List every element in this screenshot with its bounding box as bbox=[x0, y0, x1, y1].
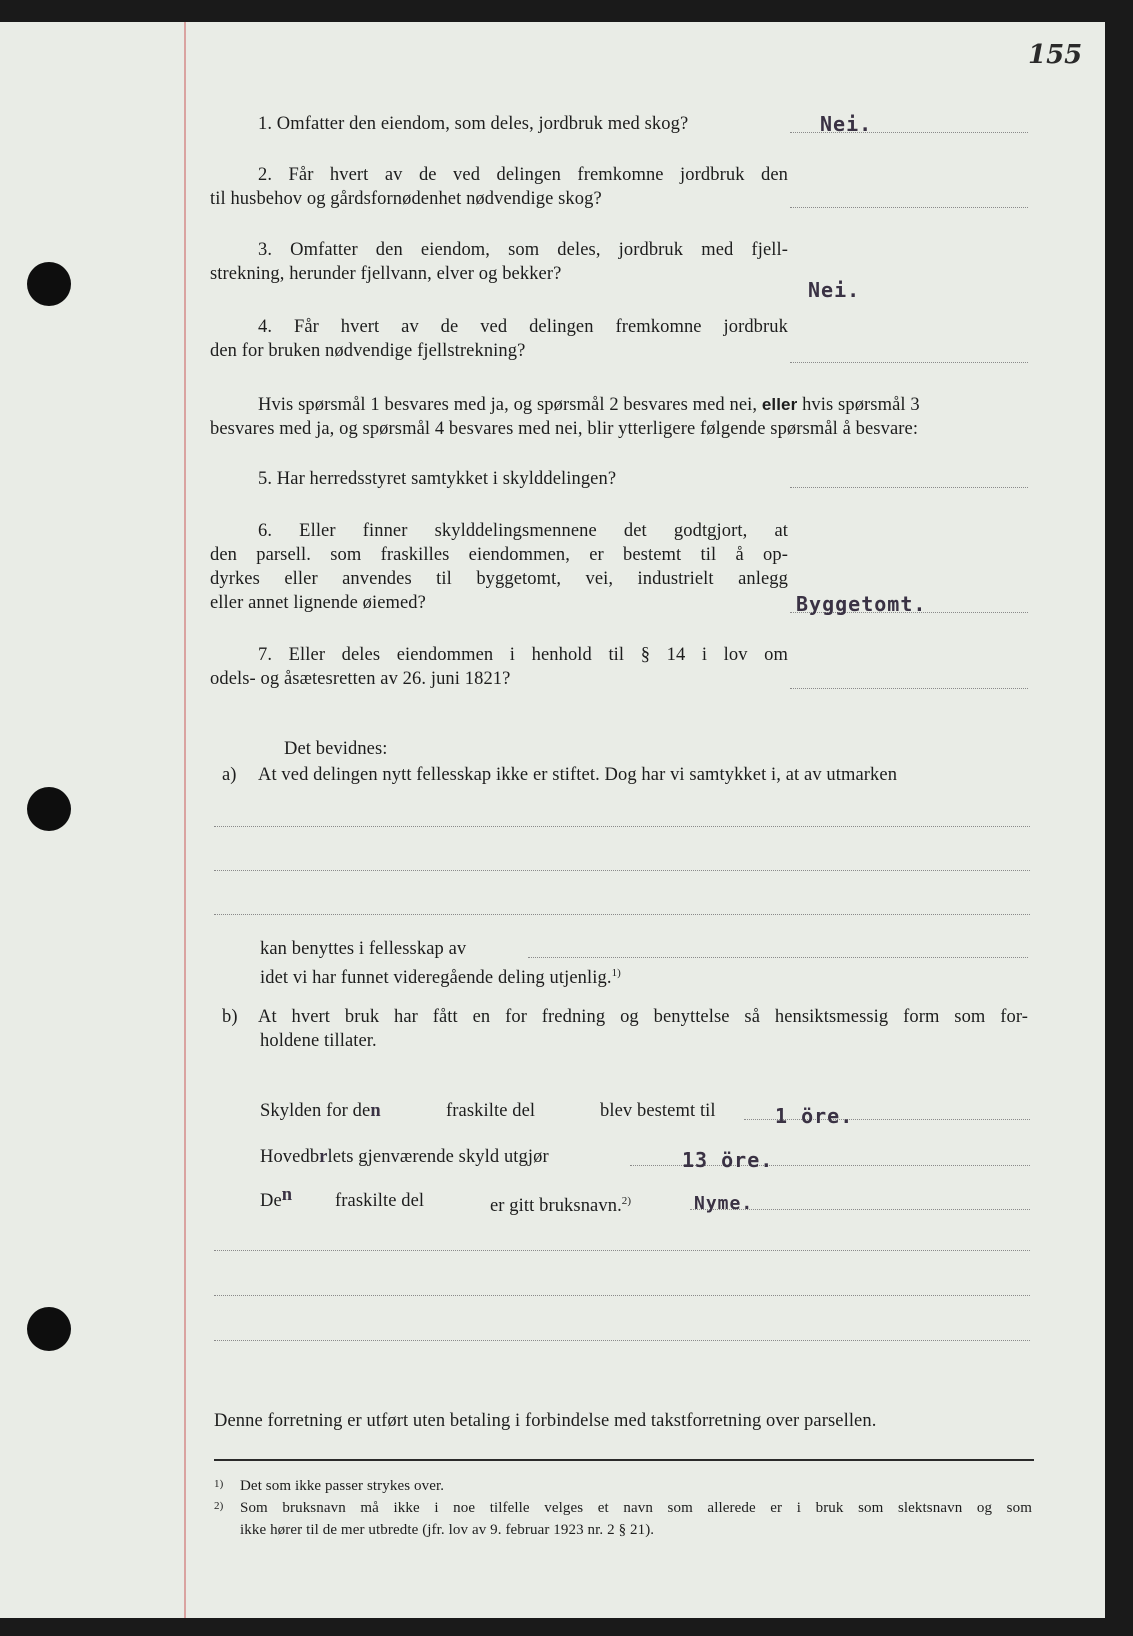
answer-line bbox=[790, 207, 1028, 208]
hoved-text-b: lets gjenværende skyld utgjør bbox=[327, 1147, 549, 1167]
fn-mark: 2) bbox=[214, 1500, 224, 1512]
question-1: 1. Omfatter den eiendom, som deles, jordbruk med skog? bbox=[258, 114, 689, 134]
fill-line bbox=[214, 1295, 1030, 1296]
hovedbolet-label bbox=[260, 1146, 549, 1168]
punch-hole-icon bbox=[27, 1307, 71, 1351]
conditional-text-b: hvis spørsmål 3 bbox=[802, 395, 920, 415]
fill-line bbox=[214, 1250, 1030, 1251]
hoved-text-a: Hovedb bbox=[260, 1147, 320, 1167]
den-text: De bbox=[260, 1191, 282, 1211]
footnote-ref: 2) bbox=[621, 1195, 632, 1207]
answer-line bbox=[790, 688, 1028, 689]
question-4-line2: den for bruken nødvendige fjellstrekning? bbox=[210, 341, 526, 361]
skylden-text: Skylden for de bbox=[260, 1101, 371, 1121]
fill-line bbox=[214, 870, 1030, 871]
question-6-line3: dyrkes eller anvendes til byggetomt, vei, industrielt anlegg bbox=[210, 569, 788, 589]
skylden-bestemt: blev bestemt til bbox=[600, 1101, 716, 1121]
conditional-line1 bbox=[258, 394, 920, 416]
closing-statement: Denne forretning er utført uten betaling i forbindelse med takstforretning over parsellen. bbox=[214, 1411, 877, 1431]
idet-text: idet vi har funnet videregående deling utjenlig. bbox=[260, 968, 612, 989]
question-3-line1: 3. Omfatter den eiendom, som deles, jordbruk med fjell- bbox=[258, 240, 788, 260]
fill-line bbox=[214, 914, 1030, 915]
question-6-line2: den parsell. som fraskilles eiendommen, er bestemt til å op- bbox=[210, 545, 788, 565]
fill-line bbox=[528, 957, 1028, 958]
footnote-ref: 1) bbox=[611, 967, 621, 979]
question-5: 5. Har herredsstyret samtykket i skylddelingen? bbox=[258, 469, 617, 489]
kan-benyttes: kan benyttes i fellesskap av bbox=[260, 939, 467, 959]
question-6-line4: eller annet lignende øiemed? bbox=[210, 593, 426, 613]
fn-mark: 1) bbox=[214, 1478, 224, 1490]
question-7-line2: odels- og åsætesretten av 26. juni 1821? bbox=[210, 669, 511, 689]
footnote-rule bbox=[214, 1459, 1034, 1461]
idet-line bbox=[260, 962, 621, 989]
skylden-fraskilte: fraskilte del bbox=[446, 1101, 536, 1121]
fill-line bbox=[214, 826, 1030, 827]
question-2-line1: 2. Får hvert av de ved delingen fremkomne jordbruk den bbox=[258, 165, 788, 185]
answer-3: Nei. bbox=[808, 278, 861, 302]
item-b-label: b) bbox=[222, 1007, 238, 1027]
bruksnavn-value: Nyme. bbox=[694, 1193, 754, 1214]
hoved-fill: r bbox=[319, 1147, 328, 1167]
question-6-line1: 6. Eller finner skylddelingsmennene det godtgjort, at bbox=[258, 521, 788, 541]
question-4-line1: 4. Får hvert av de ved delingen fremkomne jordbruk bbox=[258, 317, 788, 337]
answer-6: Byggetomt. bbox=[796, 592, 927, 616]
conditional-line2: besvares med ja, og spørsmål 4 besvares med nei, blir ytterligere følgende spørsmål å besvare: bbox=[210, 419, 919, 439]
footnote-2-cont: ikke hører til de mer utbredte (jfr. lov av 9. februar 1923 nr. 2 § 21). bbox=[240, 1522, 655, 1538]
fill-line bbox=[214, 1340, 1030, 1341]
hovedbolet-value: 13 öre. bbox=[682, 1148, 774, 1172]
conditional-bold: eller bbox=[761, 395, 798, 414]
answer-line bbox=[790, 487, 1028, 488]
margin-line bbox=[184, 22, 186, 1618]
bruksnavn-label bbox=[490, 1190, 631, 1217]
question-3-line2: strekning, herunder fjellvann, elver og bekker? bbox=[210, 264, 562, 284]
answer-line bbox=[790, 362, 1028, 363]
punch-hole-icon bbox=[27, 262, 71, 306]
bruksnavn-text: er gitt bruksnavn. bbox=[490, 1196, 622, 1217]
footnote-2-mark bbox=[214, 1496, 223, 1521]
bruksnavn-label-a bbox=[260, 1185, 293, 1212]
skylden-value: 1 öre. bbox=[775, 1104, 854, 1128]
skylden-label bbox=[260, 1100, 381, 1122]
punch-hole-icon bbox=[27, 787, 71, 831]
document-page bbox=[0, 22, 1105, 1618]
question-2-line2: til husbehov og gårdsfornødenhet nødvendige skog? bbox=[210, 189, 602, 209]
question-7-line1: 7. Eller deles eiendommen i henhold til § 14 i lov om bbox=[258, 645, 788, 665]
bevidnes-heading: Det bevidnes: bbox=[284, 739, 388, 759]
answer-1: Nei. bbox=[820, 112, 873, 136]
conditional-text-a: Hvis spørsmål 1 besvares med ja, og spørsmål 2 besvares med nei, bbox=[258, 395, 758, 415]
page-number: 155 bbox=[1028, 40, 1083, 70]
item-b-line1: At hvert bruk har fått en for fredning og benyttelse så hensiktsmessig form som for- bbox=[258, 1007, 1028, 1027]
footnote-1: Det som ikke passer strykes over. bbox=[240, 1478, 445, 1494]
footnote-2: Som bruksnavn må ikke i noe tilfelle velges et navn som allerede er i bruk som slektsnavn og som bbox=[240, 1500, 1032, 1516]
item-a-label: a) bbox=[222, 765, 237, 785]
bruksnavn-fraskilte: fraskilte del bbox=[335, 1191, 425, 1211]
item-b-line2: holdene tillater. bbox=[260, 1031, 377, 1051]
den-fill: n bbox=[281, 1185, 293, 1205]
skylden-fill: n bbox=[370, 1101, 381, 1121]
item-a-text: At ved delingen nytt fellesskap ikke er stiftet. Dog har vi samtykket i, at av utmarken bbox=[258, 765, 898, 785]
